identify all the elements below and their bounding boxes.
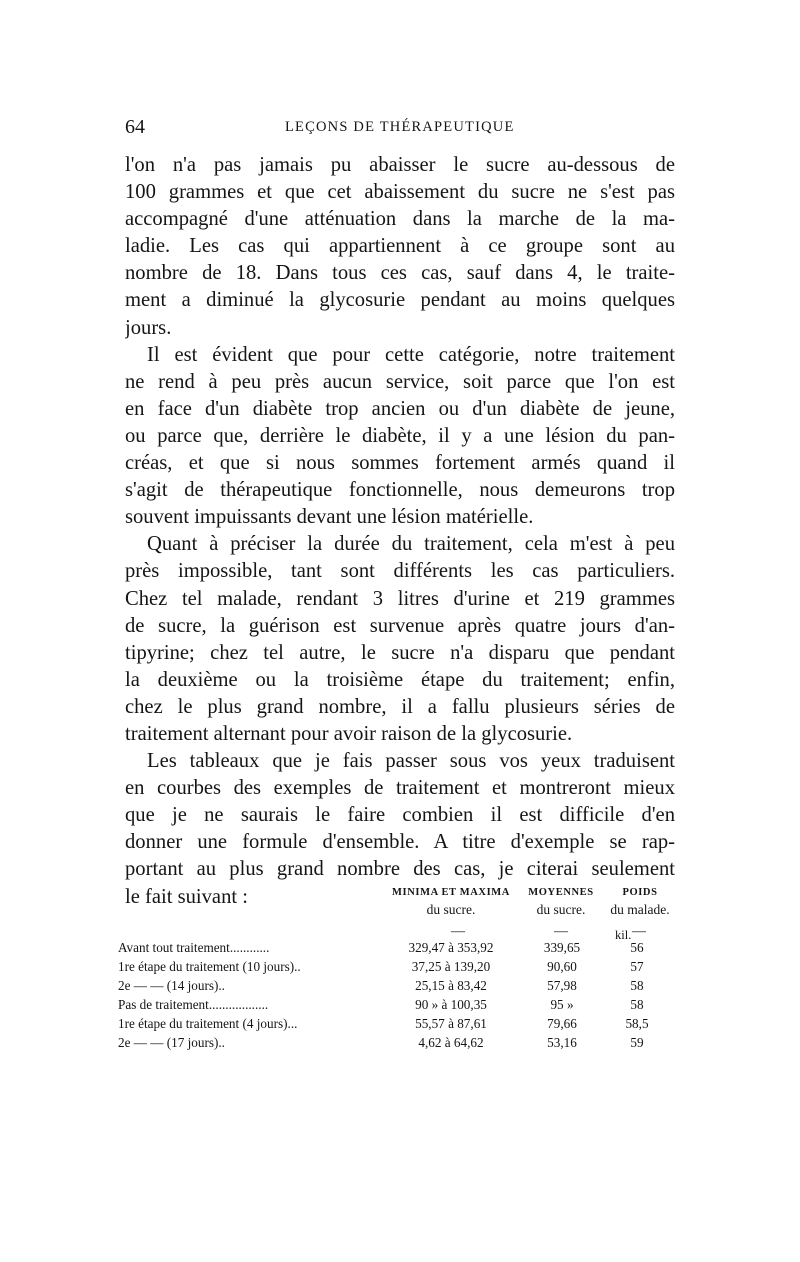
row-label: Avant tout traitement............ [118,940,270,955]
treatment-table [118,884,683,1052]
header-weight [604,884,676,918]
text-line: s'agit de thérapeutique fonctionnelle, nous demeurons trop [125,479,675,502]
text-line: en face d'un diabète trop ancien ou d'un diabète de jeune, [125,397,675,420]
text-line: jours. [125,316,172,339]
row-weight: 58 [630,978,644,993]
row-average: 90,60 [547,959,577,974]
text-line: Il est évident que pour cette catégorie, notre traitement [147,343,675,366]
header-weight-sub: du malade. [610,902,670,917]
text-line: Les tableaux que je fais passer sous vos yeux traduisent [147,750,675,773]
text-line: près impossible, tant sont différents les cas particuliers. [125,560,675,583]
weight-unit: kil. [615,928,632,942]
row-range: 25,15 à 83,42 [415,978,487,993]
table-row [118,957,683,976]
text-line: ladie. Les cas qui appartiennent à ce groupe sont au [125,235,675,258]
page-number: 64 [125,116,145,138]
row-average: 95 » [550,997,574,1012]
table-row [118,976,683,995]
row-average: 57,98 [547,978,577,993]
row-average: 339,65 [543,940,581,955]
row-weight: 58,5 [625,1016,649,1031]
text-line: tipyrine; chez tel autre, le sucre n'a disparu que pendant [125,641,675,664]
page-header [125,116,675,138]
header-range-dash: — [451,924,465,939]
header-average-title: MOYENNES [528,887,594,898]
row-label: 1re étape du traitement (4 jours)... [118,1016,298,1031]
row-range: 4,62 à 64,62 [418,1035,484,1050]
text-line: Quant à préciser la durée du traitement, cela m'est à peu [147,533,675,556]
header-weight-dash: — [632,924,646,939]
table-row [118,938,683,957]
text-line: l'on n'a pas jamais pu abaisser le sucre au-dessous de [125,154,675,176]
text-line: souvent impuissants devant une lésion matérielle. [125,506,534,529]
text-line: créas, et que si nous sommes fortement armés quand il [125,452,675,475]
text-line: chez le plus grand nombre, il a fallu plusieurs séries de [125,695,675,718]
row-average: 53,16 [547,1035,577,1050]
table-row [118,995,683,1014]
row-label: 2e — — (14 jours).. [118,978,225,993]
text-line: ou parce que, derrière le diabète, il y a une lésion du pan- [125,424,675,447]
row-weight: 59 [630,1035,644,1050]
row-label: 1re étape du traitement (10 jours).. [118,959,301,974]
header-range-title: MINIMA ET MAXIMA [392,887,510,898]
row-weight: 57 [630,959,644,974]
header-range [384,884,518,918]
row-label: 2e — — (17 jours).. [118,1035,225,1050]
running-title: LEÇONS DE THÉRAPEUTIQUE [285,119,515,135]
header-average [518,884,604,918]
row-range: 90 » à 100,35 [415,997,487,1012]
text-line: portant au plus grand nombre des cas, je citerai seulement [125,858,675,881]
text-line: ment a diminué la glycosurie pendant au moins quelques [125,289,675,312]
text-line: la deuxième ou la troisième étape du traitement; enfin, [125,668,675,691]
table-row [118,1014,683,1033]
header-average-dash: — [554,924,568,939]
text-line: nombre de 18. Dans tous ces cas, sauf dans 4, le traite- [125,262,675,285]
text-line: le fait suivant : [125,885,248,908]
row-range: 37,25 à 139,20 [411,959,491,974]
table-header [118,884,683,942]
text-line: 100 grammes et que cet abaissement du sucre ne s'est pas [125,181,675,204]
header-average-sub: du sucre. [536,902,586,917]
row-average: 79,66 [547,1016,577,1031]
text-line: de sucre, la guérison est survenue après quatre jours d'an- [125,614,675,637]
row-weight: 58 [630,997,644,1012]
row-label: Pas de traitement.................. [118,997,269,1012]
row-range: 55,57 à 87,61 [415,1016,487,1031]
text-line: Chez tel malade, rendant 3 litres d'urine et 219 grammes [125,587,675,610]
text-line: donner une formule d'ensemble. A titre d'exemple se rap- [125,831,675,854]
body-text [125,152,675,911]
text-line: ne rend à peu près aucun service, soit parce que l'on est [125,370,675,393]
header-weight-title: POIDS [622,887,658,898]
text-line: accompagné d'une atténuation dans la marche de la ma- [125,208,675,231]
text-line: traitement alternant pour avoir raison de la glycosurie. [125,722,573,745]
text-line: que je ne saurais le faire combien il est difficile d'en [125,804,675,827]
header-range-sub: du sucre. [426,902,476,917]
row-range: 329,47 à 353,92 [408,940,494,955]
row-weight: 56 [630,940,644,955]
text-line: en courbes des exemples de traitement et montreront mieux [125,777,675,800]
table-row [118,1033,683,1052]
